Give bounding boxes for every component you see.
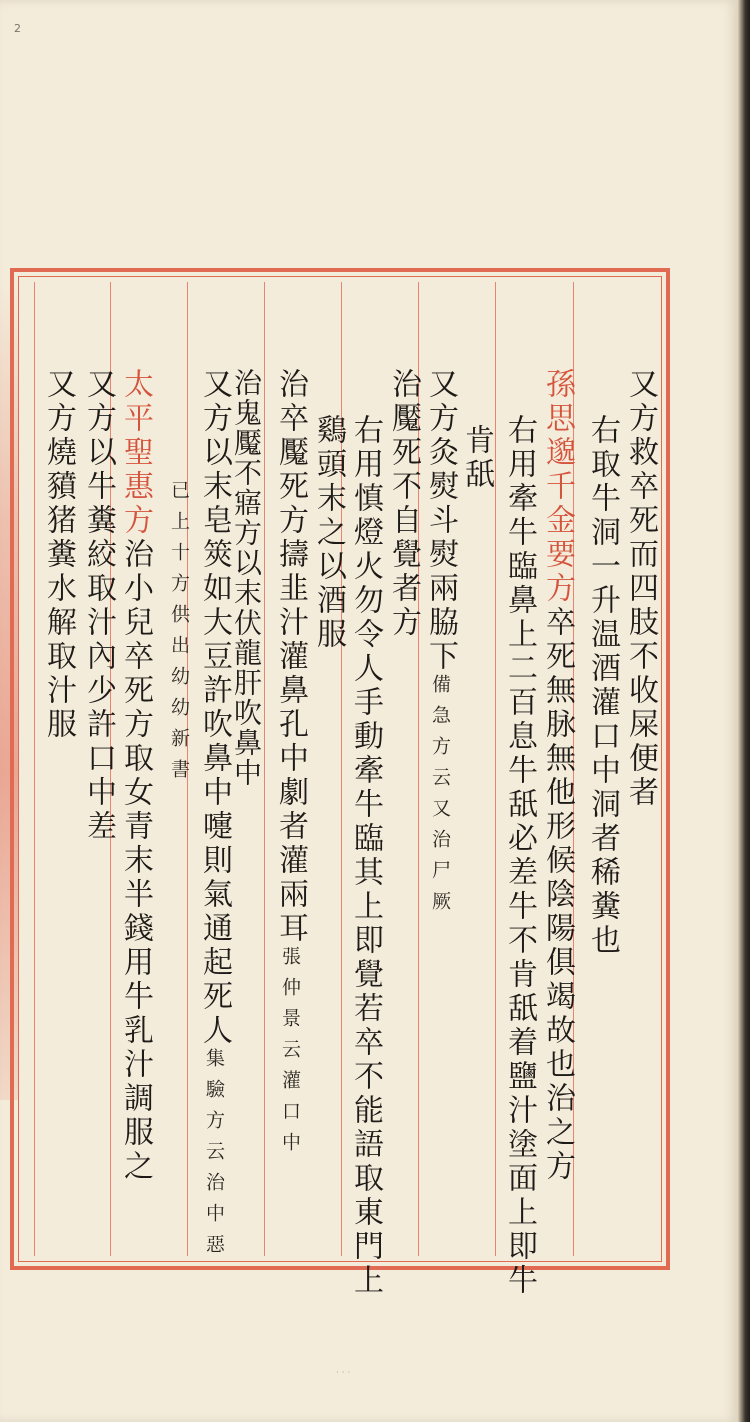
text-column	[420, 368, 460, 922]
text-column	[456, 424, 496, 492]
text-column	[383, 368, 423, 640]
column-text: 卒死無脉無他形候陰陽俱竭故也治之方	[540, 606, 575, 1184]
column-text: 治鬼魘不寤方以末伏龍肝吹鼻中	[230, 368, 263, 788]
text-column	[226, 368, 266, 788]
column-text: 又方救卒死而四肢不收屎便者	[623, 368, 658, 810]
text-column	[499, 414, 539, 1298]
column-text: 又方以末皂筴如大豆許吹鼻中嚏則氣通起死人	[197, 368, 232, 1048]
text-column	[159, 480, 199, 790]
source-citation: 孫思邈千金要方	[540, 368, 575, 606]
column-text: 治卒魘死方擣韭汁灌鼻孔中劇者灌兩耳	[273, 368, 308, 946]
annotation-text: 集驗方云治中惡	[203, 1048, 225, 1265]
bottom-mark: · · ·	[336, 1368, 351, 1378]
text-column	[78, 368, 118, 844]
annotation-text: 備急方云又治尸厥	[429, 674, 451, 922]
text-column	[345, 414, 385, 1298]
column-text: 治小兒卒死方取女青末半錢用牛乳汁調服之	[118, 538, 153, 1184]
column-text: 右用慎燈火勿令人手動牽牛臨其上即覺若卒不能語取東門上	[348, 414, 383, 1298]
source-citation: 太平聖惠方	[118, 368, 153, 538]
text-column	[270, 368, 310, 1163]
annotation-text: 張仲景云灌口中	[279, 946, 301, 1163]
column-text: 治魘死不自覺者方	[386, 368, 421, 640]
book-edge	[738, 0, 750, 1422]
column-text: 又方燒豶猪糞水解取汁服	[41, 368, 76, 742]
text-column	[38, 368, 78, 742]
page-number: 2	[14, 22, 21, 35]
column-text: 肯舐	[459, 424, 494, 492]
text-column	[115, 368, 155, 1184]
text-column	[308, 414, 348, 652]
column-text: 又方灸熨斗熨兩脇下	[423, 368, 458, 674]
annotation-text: 已上十方供出幼幼新書	[168, 480, 190, 790]
column-text: 又方以牛糞絞取汁內少許口中差	[81, 368, 116, 844]
column-rule	[34, 282, 35, 1256]
column-text: 右用牽牛臨鼻上二百息牛舐必差牛不肯舐着鹽汁塗面上即牛	[502, 414, 537, 1298]
text-column	[537, 368, 577, 1184]
text-column	[582, 414, 622, 958]
column-text: 鷄頭末之以酒服	[311, 414, 346, 652]
text-column	[620, 368, 660, 810]
column-text: 右取牛洞一升温酒灌口中洞者稀糞也	[585, 414, 620, 958]
